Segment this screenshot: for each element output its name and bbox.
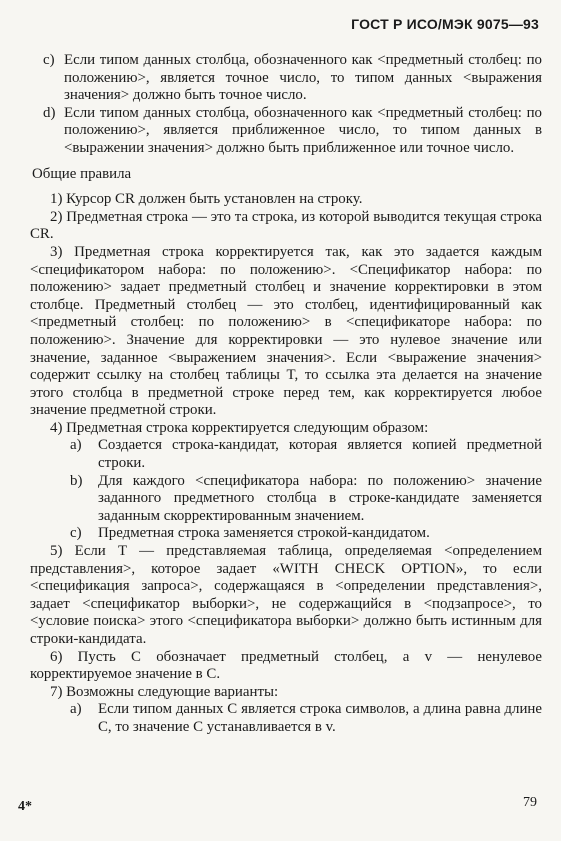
rule-5: 5) Если T — представляемая таблица, определяемая <определением представления>, которое задает «WITH CHECK OPTION», то если <спецификация запроса>, содержащаяся в <определении представления>, задает <спецификатор выборки>, не содержащийся в <подзапросе>, то <условие поиска> этого <спецификатора выборки> должно быть истинным для строки-кандидата. <box>30 543 542 647</box>
list-item-label: c) <box>43 52 55 68</box>
sub-item <box>30 701 542 736</box>
rule-2: 2) Предметная строка — это та строка, из которой выводится текущая строка CR. <box>30 208 542 243</box>
document-body <box>30 52 542 737</box>
sub-item <box>30 473 542 526</box>
document-header: ГОСТ Р ИСО/МЭК 9075—93 <box>351 16 539 32</box>
list-item-text: Если типом данных столбца, обозначенного как <предметный столбец: по положению>, является точное число, то типом данных <выражения значения> должно быть точное число. <box>64 52 542 104</box>
list-item-text: Если типом данных столбца, обозначенного как <предметный столбец: по положению>, является приближенное число, то типом данных в <выражении значения> должно быть приближенное или точное число. <box>64 104 542 156</box>
rule-1: 1) Курсор CR должен быть установлен на строку. <box>50 191 363 208</box>
signature-mark: 4* <box>18 799 32 814</box>
sub-item-label: a) <box>70 701 82 718</box>
sub-item-text: Если типом данных C является строка символов, а длина равна длине C, то значение C устанавливается в v. <box>98 701 542 735</box>
list-item <box>30 52 542 105</box>
sub-item-label: c) <box>70 525 82 542</box>
rule-6: 6) Пусть C обозначает предметный столбец, а v — ненулевое корректируемое значение в C. <box>30 648 542 683</box>
section-heading: Общие правила <box>32 165 132 182</box>
list-item-label: d) <box>43 104 56 121</box>
sub-item-text: Предметная строка заменяется строкой-кандидатом. <box>98 525 430 542</box>
sub-item <box>30 437 542 472</box>
sub-item-label: a) <box>70 437 82 454</box>
sub-item-text: Создается строка-кандидат, которая является копией предметной строки. <box>98 437 542 472</box>
sub-item-text: Для каждого <спецификатора набора: по положению> значение заданного предметного столбца в строке-кандидате заменяется заданным скорректированным значением. <box>98 472 542 524</box>
list-item <box>30 105 542 158</box>
sub-item <box>30 525 542 543</box>
rule-3: 3) Предметная строка корректируется так, как это задается каждым <спецификатором набора: по положению>. <Спецификатор набора: по положению> задает предметный столбец и значение корректировки в этом столбце. Предметный столбец — это столбец, идентифицированный как <предметный столбец: по положению> в <спецификаторе набора: по положению>. Значение для корректировки — это нулевое значение или значение, заданное <выражением значения>. Если <выражение значения> содержит ссылку на столбец таблицы T, то ссылка эта делается на значение этого столбца в предметной строке перед тем, как корректируется любое значение предметной строки. <box>30 243 542 419</box>
sub-item-label: b) <box>70 472 83 489</box>
page-number: 79 <box>523 795 537 810</box>
rule-7: 7) Возможны следующие варианты: <box>50 683 279 700</box>
rule-4: 4) Предметная строка корректируется следующим образом: <box>50 419 429 436</box>
